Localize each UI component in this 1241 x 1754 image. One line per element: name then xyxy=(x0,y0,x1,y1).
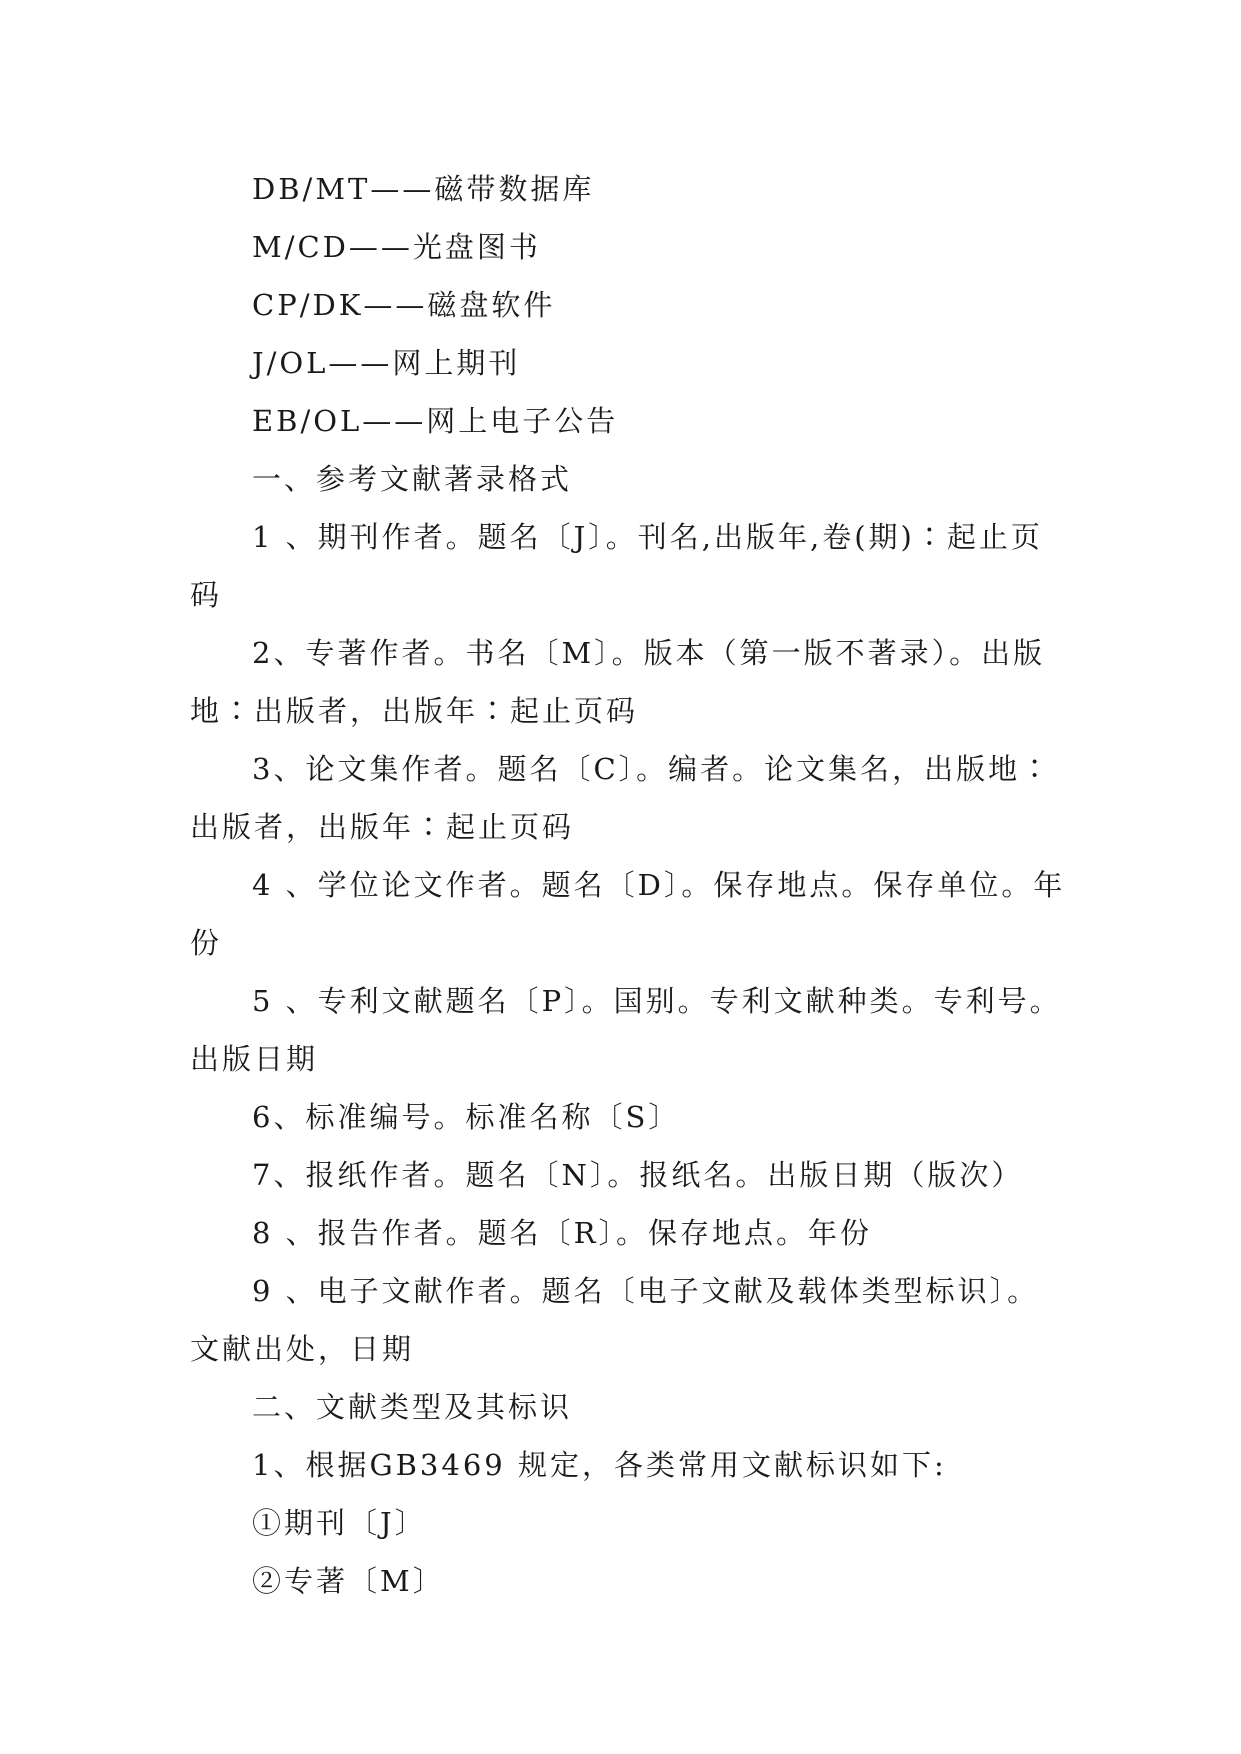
format-item-7: 7、报纸作者。题名〔N〕。报纸名。出版日期（版次） xyxy=(252,1158,1024,1192)
document-body xyxy=(190,160,1070,1610)
paragraph-m-cd: M/CD——光盘图书 xyxy=(252,230,541,264)
paragraph-eb-ol: EB/OL——网上电子公告 xyxy=(252,404,619,438)
section-heading-1: 一、参考文献著录格式 xyxy=(252,462,573,496)
format-item-4: 4 、学位论文作者。题名〔D〕。保存地点。保存单位。年份 xyxy=(190,868,1066,960)
format-item-2: 2、专著作者。书名〔M〕。版本（第一版不著录）。出版地∶出版者，出版年∶起止页码 xyxy=(190,636,1046,728)
section-heading-2: 二、文献类型及其标识 xyxy=(252,1390,573,1424)
identifier-item-monograph: ②专著〔M〕 xyxy=(252,1564,445,1598)
paragraph-j-ol: J/OL——网上期刊 xyxy=(252,346,521,380)
format-item-3: 3、论文集作者。题名〔C〕。编者。论文集名，出版地∶出版者，出版年∶起止页码 xyxy=(190,752,1053,844)
paragraph-cp-dk: CP/DK——磁盘软件 xyxy=(252,288,556,322)
format-item-8: 8 、报告作者。题名〔R〕。保存地点。年份 xyxy=(252,1216,873,1250)
paragraph-db-mt: DB/MT——磁带数据库 xyxy=(252,172,595,206)
format-item-5: 5 、专利文献题名〔P〕。国别。专利文献种类。专利号。出版日期 xyxy=(190,984,1062,1076)
identifier-item-journal: ①期刊〔J〕 xyxy=(252,1506,427,1540)
format-item-1: 1 、期刊作者。题名〔J〕。刊名,出版年,卷(期)∶起止页码 xyxy=(190,520,1043,612)
format-item-9: 9 、电子文献作者。题名〔电子文献及载体类型标识〕。文献出处，日期 xyxy=(190,1274,1040,1366)
format-item-6: 6、标准编号。标准名称〔S〕 xyxy=(252,1100,681,1134)
identifier-intro: 1、根据GB3469 规定，各类常用文献标识如下: xyxy=(252,1448,947,1482)
